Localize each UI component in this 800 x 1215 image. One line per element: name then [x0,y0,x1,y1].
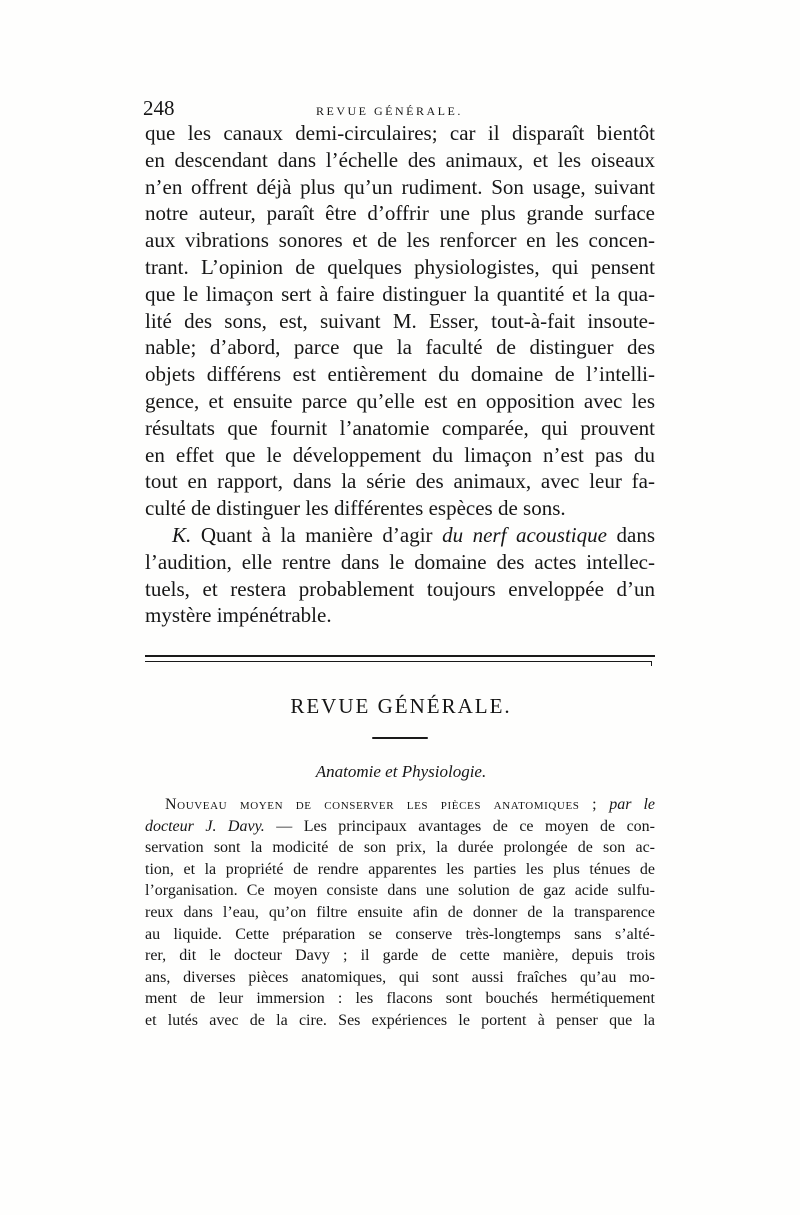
text-segment: dans [616,522,656,547]
text-line: résultats que fournit l’anatomie comparée, qui prouvent [145,415,655,440]
paragraph-k-line [145,522,655,549]
text-line: n’en offrent déjà plus qu’un rudiment. Son usage, suivant [145,174,655,199]
running-title: REVUE GÉNÉRALE. [316,104,463,118]
article-author: docteur J. Davy. [145,817,265,835]
text-line: en effet que le développement du limaçon n’est pas du [145,442,655,467]
text-line: nable; d’abord, parce que la faculté de distinguer des [145,335,655,360]
text-line: l’audition, elle rentre dans le domaine des actes intellec- [145,549,655,574]
article-heading-line [145,794,655,816]
text-line: tout en rapport, dans la série des animaux, avec leur fa- [145,469,655,494]
page-number: 248 [143,96,175,120]
section-divider-tick [651,661,652,666]
text-segment: Quant à la manière d’agir [200,522,433,547]
article-line: tion, et la propriété de rendre apparentes les parties les plus ténues de [145,860,655,878]
text-line: notre auteur, paraît être d’offrir une plus grande surface [145,201,655,226]
article-line: au liquide. Cette préparation se conserve très-longtemps sans s’alté- [145,925,655,943]
article-line: l’organisation. Ce moyen consiste dans une solution de gaz acide sulfu- [145,882,655,900]
title-rule [372,737,428,739]
section-divider-rule [145,661,652,662]
article-line: ans, diverses pièces anatomiques, qui sont aussi fraîches qu’au mo- [145,968,655,986]
text-line: que les canaux demi-circulaires; car il disparaît bientôt [145,121,655,145]
text-line: tuels, et restera probablement toujours enveloppée d’un [145,576,655,601]
article-line: ment de leur immersion : les flacons sont bouchés hermétiquement [145,990,655,1008]
section-title: REVUE GÉNÉRALE. [290,694,512,718]
continued-text [145,120,655,629]
article-byline: par le [609,796,655,813]
text-line: trant. L’opinion de quelques physiologistes, qui pensent [145,254,655,279]
text-line: culté de distinguer les différentes espèces de sons. [145,496,566,521]
article [145,794,655,1032]
italic-term: du nerf acoustique [442,522,607,547]
paragraph-label: K. [172,522,192,547]
article-line: rer, dit le docteur Davy ; il garde de cette manière, depuis trois [145,947,655,965]
text-line: aux vibrations sonores et de les renforcer en les concen- [145,228,655,253]
section-subtitle: Anatomie et Physiologie. [315,762,487,781]
text-line: gence, et ensuite parce qu’elle est en opposition avec les [145,388,655,413]
article-heading: Nouveau moyen de conserver les pièces anatomiques ; [165,796,598,813]
text-line: que le limaçon sert à faire distinguer la quantité et la qua- [145,281,655,306]
text-line: lité des sons, est, suivant M. Esser, tout-à-fait insoute- [145,308,655,333]
text-line: en descendant dans l’échelle des animaux, et les oiseaux [145,147,655,172]
text-segment: — Les principaux avantages de ce moyen de con- [276,817,655,835]
section-divider-rule [145,655,655,657]
article-line: et lutés avec de la cire. Ses expériences le portent à penser que la [145,1011,655,1029]
article-line: servation sont la modicité de son prix, la durée prolongée de son ac- [145,839,655,857]
article-line [145,816,655,838]
article-line: reux dans l’eau, qu’on filtre ensuite afin de donner de la transparence [145,903,655,921]
text-line: objets différens est entièrement du domaine de l’intelli- [145,362,655,387]
text-line: mystère impénétrable. [145,603,332,628]
